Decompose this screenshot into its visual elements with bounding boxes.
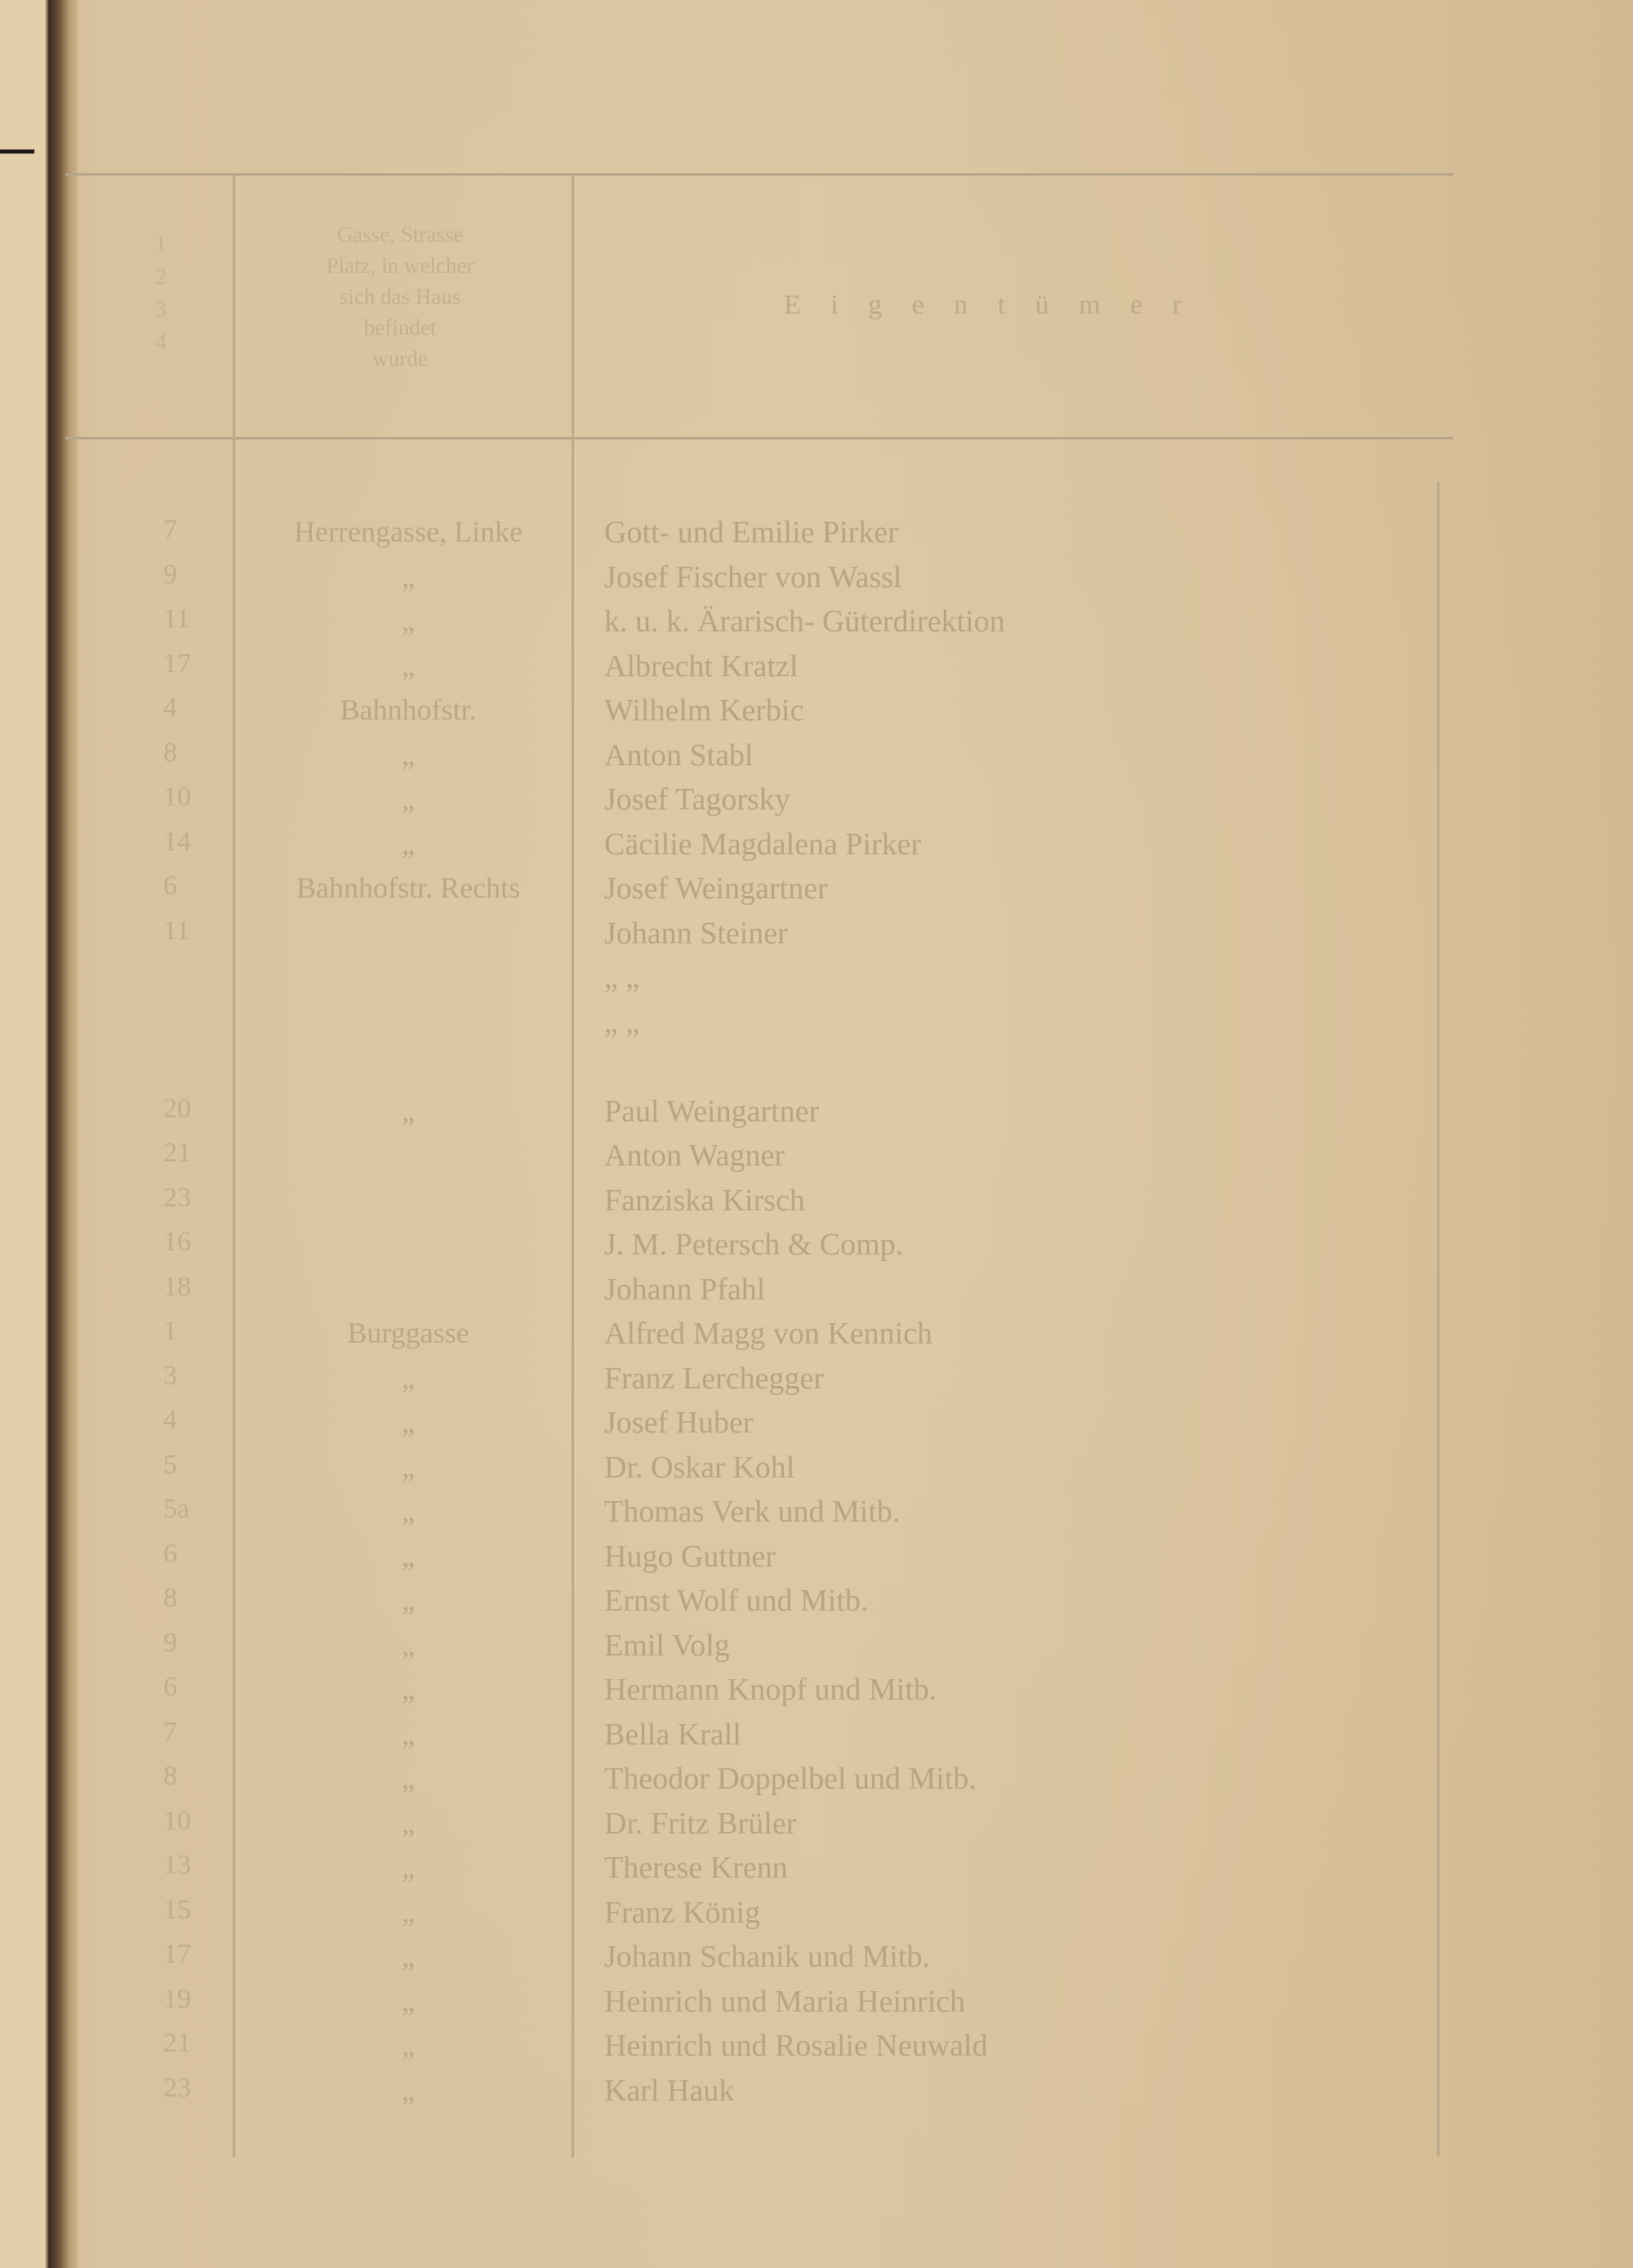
house-number: 18 xyxy=(163,1271,191,1302)
house-number: 4 xyxy=(163,1405,177,1435)
owner-name: Johann Pfahl xyxy=(604,1272,766,1307)
house-number: 5 xyxy=(163,1449,177,1480)
house-number: 23 xyxy=(163,2072,191,2103)
street-name: „ xyxy=(402,1539,415,1572)
house-number: 19 xyxy=(163,1983,191,2014)
street-name: „ xyxy=(402,1628,415,1661)
table-row xyxy=(0,515,1633,559)
street-name: „ xyxy=(402,1495,415,1527)
owner-name: Cäcilie Magdalena Pirker xyxy=(604,827,922,862)
owner-name: Josef Weingartner xyxy=(604,871,828,906)
owner-name: Theodor Doppelbel und Mitb. xyxy=(604,1762,977,1796)
house-number: 10 xyxy=(163,1805,191,1836)
header-street-line-3: sich das Haus xyxy=(339,284,461,309)
table-row xyxy=(0,1450,1633,1495)
table-row xyxy=(0,1539,1633,1584)
street-name: „ xyxy=(402,1984,415,2017)
header-number-1: 1 xyxy=(155,232,167,257)
owner-name: Bella Krall xyxy=(604,1717,741,1752)
house-number: 15 xyxy=(163,1894,191,1925)
owner-name: Josef Huber xyxy=(604,1406,754,1440)
table-row xyxy=(0,1672,1633,1717)
owner-name: Alfred Magg von Kennich xyxy=(604,1317,933,1351)
table-row xyxy=(0,1272,1633,1317)
table-row xyxy=(0,1183,1633,1228)
street-name: „ xyxy=(402,604,415,637)
owner-name: Paul Weingartner xyxy=(604,1094,820,1129)
table-row xyxy=(0,2028,1633,2073)
table-row xyxy=(0,604,1633,648)
header-number-3: 3 xyxy=(155,297,167,323)
table-row xyxy=(0,827,1633,871)
table-row xyxy=(0,1227,1633,1272)
header-street-line-5: wurde xyxy=(372,346,428,371)
owner-name: Franz König xyxy=(604,1895,761,1930)
street-name: „ xyxy=(402,559,415,593)
table-row xyxy=(0,1316,1633,1361)
house-number: 21 xyxy=(163,2028,191,2058)
owner-name: Wilhelm Kerbic xyxy=(604,693,804,728)
house-number: 8 xyxy=(163,1761,177,1791)
owner-name: Thomas Verk und Mitb. xyxy=(604,1495,901,1529)
table-row xyxy=(0,1717,1633,1762)
house-number: 17 xyxy=(163,648,191,679)
street-name: „ xyxy=(402,2073,415,2106)
table-row xyxy=(0,1939,1633,1984)
owner-name: Emil Volg xyxy=(604,1628,730,1663)
street-name: Bahnhofstr. Rechts xyxy=(296,871,520,904)
owner-name: „ „ xyxy=(604,1005,640,1040)
street-name: „ xyxy=(402,1406,415,1438)
house-number: 9 xyxy=(163,1627,177,1658)
table-row xyxy=(0,1361,1633,1406)
owner-name: Johann Schanik und Mitb. xyxy=(604,1940,930,1974)
table-row xyxy=(0,1094,1633,1138)
street-name: „ xyxy=(402,1717,415,1750)
header-top-rule xyxy=(65,173,1453,176)
house-number: 11 xyxy=(163,604,190,634)
header-bottom-rule xyxy=(65,437,1453,439)
house-number: 6 xyxy=(163,871,177,901)
house-number: 4 xyxy=(163,693,177,723)
table-row xyxy=(0,1494,1633,1539)
owner-name: Hermann Knopf und Mitb. xyxy=(604,1673,937,1707)
street-name: „ xyxy=(402,1806,415,1839)
owner-name: Anton Wagner xyxy=(604,1138,785,1173)
house-number: 13 xyxy=(163,1850,191,1880)
house-number: 3 xyxy=(163,1360,177,1391)
house-number: 10 xyxy=(163,782,191,812)
street-name: „ xyxy=(402,1895,415,1928)
table-row xyxy=(0,916,1633,960)
owner-name: k. u. k. Ärarisch- Güterdirektion xyxy=(604,604,1005,639)
house-number: 17 xyxy=(163,1939,191,1969)
table-row xyxy=(0,960,1633,1005)
header-number-4: 4 xyxy=(155,330,167,355)
owner-name: Josef Fischer von Wassl xyxy=(604,559,902,595)
street-name: „ xyxy=(402,1762,415,1794)
house-number: 11 xyxy=(163,915,190,946)
street-name: „ xyxy=(402,1094,415,1127)
street-name: Burggasse xyxy=(347,1317,469,1349)
street-name: „ xyxy=(402,1673,415,1705)
table-row xyxy=(0,1984,1633,2029)
table-row xyxy=(0,1405,1633,1450)
owner-name: Josef Tagorsky xyxy=(604,782,790,817)
table-row xyxy=(0,1005,1633,1049)
table-row xyxy=(0,1138,1633,1183)
owner-name: Gott- und Emilie Pirker xyxy=(604,515,898,550)
table-row xyxy=(0,559,1633,604)
owner-name: Heinrich und Maria Heinrich xyxy=(604,1984,966,2019)
house-number: 23 xyxy=(163,1182,191,1213)
house-number: 1 xyxy=(163,1316,177,1346)
owner-name: Karl Hauk xyxy=(604,2073,735,2108)
owner-name: Ernst Wolf und Mitb. xyxy=(604,1584,869,1618)
street-name: „ xyxy=(402,1851,415,1883)
house-number: 16 xyxy=(163,1227,191,1257)
house-number: 7 xyxy=(163,1716,177,1747)
table-row xyxy=(0,2073,1633,2118)
table-row xyxy=(0,693,1633,737)
header-street-line-4: befindet xyxy=(363,315,437,340)
table-row xyxy=(0,648,1633,693)
owner-name: Dr. Fritz Brüler xyxy=(604,1806,797,1841)
house-number: 21 xyxy=(163,1138,191,1168)
binding-mark xyxy=(0,149,34,154)
table-row xyxy=(0,1850,1633,1895)
house-number: 6 xyxy=(163,1672,177,1702)
owner-name: Anton Stabl xyxy=(604,737,754,773)
street-name: Bahnhofstr. xyxy=(340,693,477,726)
street-name: „ xyxy=(402,1940,415,1972)
house-number: 8 xyxy=(163,737,177,768)
house-number: 8 xyxy=(163,1583,177,1613)
house-number: 14 xyxy=(163,826,191,857)
owner-name: Fanziska Kirsch xyxy=(604,1183,805,1218)
owner-name: Franz Lerchegger xyxy=(604,1361,825,1396)
house-number: 5a xyxy=(163,1494,190,1524)
header-column-number xyxy=(155,229,167,359)
table-row xyxy=(0,1628,1633,1673)
table-row xyxy=(0,1761,1633,1806)
street-name: „ xyxy=(402,1450,415,1483)
owner-name: Dr. Oskar Kohl xyxy=(604,1450,795,1485)
owner-name: „ „ xyxy=(604,960,640,995)
table-row xyxy=(0,737,1633,782)
street-name: Herrengasse, Linke xyxy=(294,515,523,548)
owner-name: Albrecht Kratzl xyxy=(604,648,799,684)
street-name: „ xyxy=(402,1361,415,1394)
header-column-street xyxy=(245,219,555,374)
owner-name: Therese Krenn xyxy=(604,1851,788,1885)
header-street-line-2: Platz, in welcher xyxy=(326,253,474,278)
house-number: 9 xyxy=(163,559,177,590)
owner-table xyxy=(0,515,1633,2117)
house-number: 6 xyxy=(163,1538,177,1569)
header-street-line-1: Gasse, Strasse xyxy=(336,222,464,247)
table-row xyxy=(0,871,1633,916)
owner-name: J. M. Petersch & Comp. xyxy=(604,1228,904,1262)
table-row xyxy=(0,782,1633,827)
owner-name: Heinrich und Rosalie Neuwald xyxy=(604,2029,988,2063)
street-name: „ xyxy=(402,737,415,771)
street-name: „ xyxy=(402,1584,415,1616)
table-row xyxy=(0,1049,1633,1094)
header-column-owner: E i g e n t ü m e r xyxy=(784,290,1194,320)
table-row xyxy=(0,1583,1633,1628)
street-name: „ xyxy=(402,2029,415,2061)
table-row xyxy=(0,1806,1633,1851)
house-number: 20 xyxy=(163,1093,191,1124)
owner-name: Johann Steiner xyxy=(604,916,788,951)
header-number-2: 2 xyxy=(155,265,167,290)
owner-name: Hugo Guttner xyxy=(604,1539,776,1574)
house-number: 7 xyxy=(163,515,177,545)
street-name: „ xyxy=(402,827,415,860)
table-row xyxy=(0,1895,1633,1940)
street-name: „ xyxy=(402,782,415,815)
street-name: „ xyxy=(402,648,415,682)
